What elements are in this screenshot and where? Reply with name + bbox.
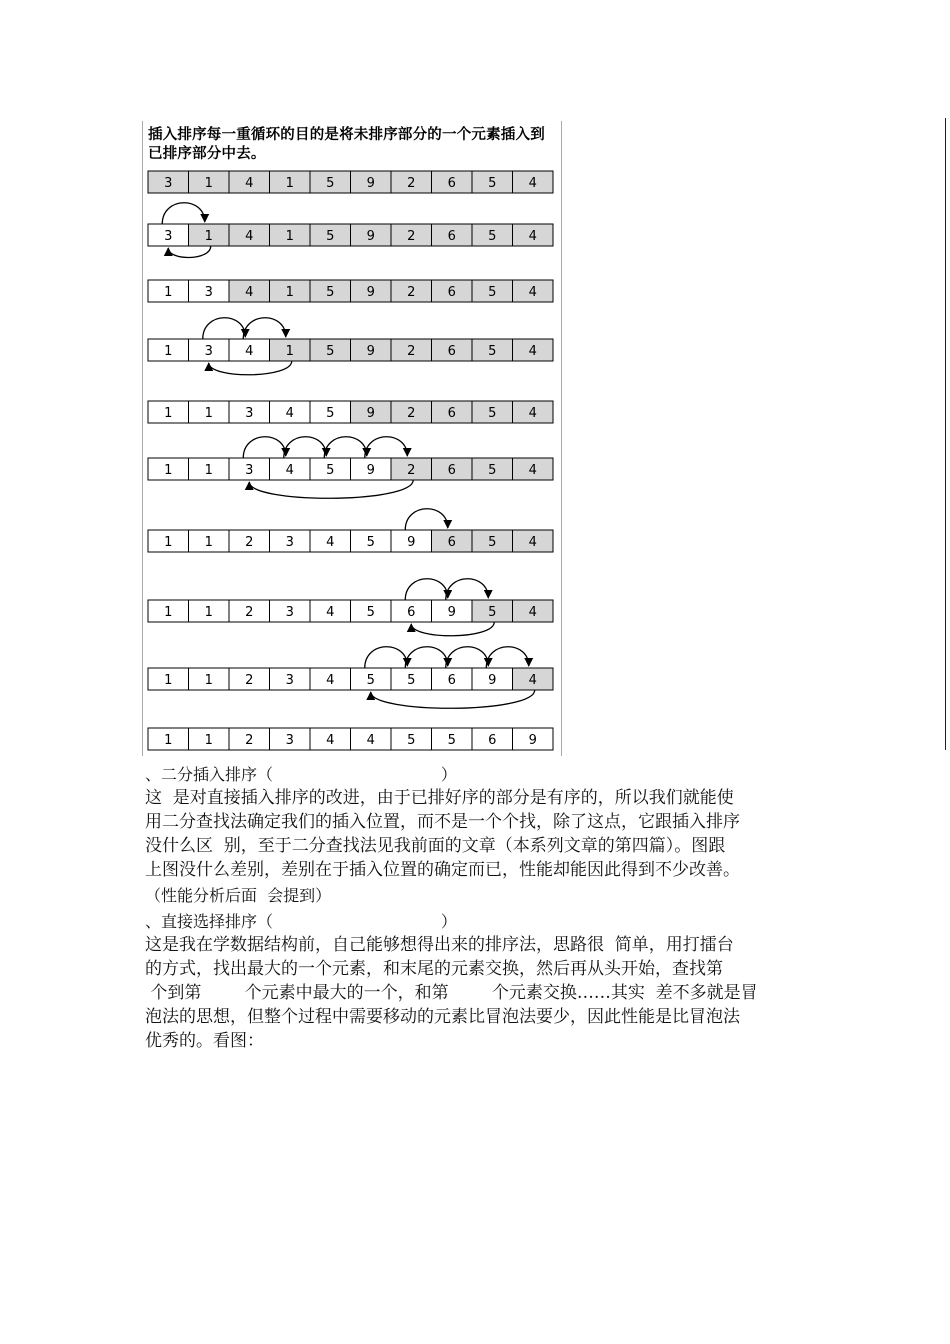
section-binary-line-3: 没什么区 别，至于二分查找法见我前面的文章（本系列文章的第四篇）。图跟 — [145, 836, 726, 856]
move-arrow — [203, 318, 246, 339]
array-cell-value: 1 — [204, 535, 213, 550]
array-cell-value: 6 — [407, 605, 416, 620]
array-cell-value: 9 — [366, 176, 375, 191]
array-cell-value: 3 — [204, 285, 213, 300]
array-row — [148, 171, 553, 193]
move-arrow — [365, 647, 408, 668]
array-cell-value: 4 — [528, 605, 537, 620]
array-cell-value: 5 — [407, 673, 416, 688]
array-cell-value: 1 — [204, 229, 213, 244]
array-cell-value: 4 — [528, 463, 537, 478]
array-cell-value: 3 — [245, 406, 254, 421]
array-cell-value: 9 — [366, 406, 375, 421]
array-cell-value: 4 — [326, 733, 335, 748]
array-cell-value: 1 — [164, 535, 173, 550]
array-cell-value: 4 — [528, 673, 537, 688]
array-cell-value: 5 — [488, 463, 497, 478]
array-cell-value: 1 — [285, 285, 294, 300]
section-binary-line-1: 这 是对直接插入排序的改进，由于已排好序的部分是有序的，所以我们就能使 — [145, 788, 734, 808]
array-cell-value: 5 — [326, 229, 335, 244]
array-cell-value: 1 — [204, 406, 213, 421]
array-row — [148, 339, 553, 361]
array-cell-value: 6 — [447, 344, 456, 359]
array-cell-value: 4 — [528, 285, 537, 300]
figure-caption-line-2: 已排序部分中去。 — [148, 146, 266, 162]
array-cell-value: 3 — [285, 605, 294, 620]
array-cell-value: 4 — [245, 176, 254, 191]
array-cell-value: 1 — [164, 406, 173, 421]
move-arrow — [411, 622, 494, 636]
array-row — [148, 280, 553, 302]
array-cell-value: 4 — [326, 535, 335, 550]
section-selection-line-2: 的方式，找出最大的一个元素，和末尾的元素交换，然后再从头开始，查找第 — [145, 959, 723, 979]
move-arrow — [446, 579, 489, 600]
move-arrow — [284, 437, 327, 458]
array-row — [148, 668, 553, 690]
array-cell-value: 4 — [528, 344, 537, 359]
section-binary-line-2: 用二分查找法确定我们的插入位置，而不是一个个找，除了这点，它跟插入排序 — [145, 812, 740, 832]
section-selection-line-1: 这是我在学数据结构前，自己能够想得出来的排序法，思路很 简单，用打擂台 — [145, 935, 734, 955]
array-cell-value: 4 — [245, 229, 254, 244]
array-cell-value: 5 — [488, 535, 497, 550]
move-arrow — [168, 246, 211, 258]
array-cell-value: 2 — [245, 535, 254, 550]
array-cell-value: 9 — [366, 229, 375, 244]
array-cell-value: 2 — [407, 344, 416, 359]
section-selection-line-4: 泡法的思想，但整个过程中需要移动的元素比冒泡法要少，因此性能是比冒泡法 — [145, 1007, 740, 1027]
array-cell-value: 5 — [488, 406, 497, 421]
array-cell-value: 6 — [447, 406, 456, 421]
array-cell-value: 4 — [528, 176, 537, 191]
array-cell-value: 5 — [366, 605, 375, 620]
section-selection-line-5: 优秀的。看图： — [145, 1031, 264, 1051]
array-cell-value: 2 — [245, 605, 254, 620]
array-cell-value: 6 — [447, 176, 456, 191]
array-cell-value: 4 — [528, 229, 537, 244]
array-cell-value: 5 — [366, 673, 375, 688]
move-arrow — [486, 647, 529, 668]
array-cell-value: 1 — [164, 733, 173, 748]
array-cell-value: 5 — [447, 733, 456, 748]
array-cell-value: 3 — [285, 535, 294, 550]
move-arrow — [365, 437, 408, 458]
array-cell-value: 5 — [488, 229, 497, 244]
array-cell-value: 5 — [488, 285, 497, 300]
array-cell-value: 1 — [164, 673, 173, 688]
array-cell-value: 1 — [285, 344, 294, 359]
array-cell-value: 4 — [528, 535, 537, 550]
array-cell-value: 9 — [366, 463, 375, 478]
array-cell-value: 6 — [447, 463, 456, 478]
array-cell-value: 3 — [285, 733, 294, 748]
array-cell-value: 3 — [164, 176, 173, 191]
array-cell-value: 5 — [326, 344, 335, 359]
array-cell-value: 1 — [204, 605, 213, 620]
array-cell-value: 5 — [366, 535, 375, 550]
section-binary-line-5: （性能分析后面 会提到） — [145, 886, 332, 905]
array-cell-value: 6 — [447, 285, 456, 300]
array-row — [148, 458, 553, 480]
array-row — [148, 530, 553, 552]
array-cell-value: 2 — [245, 733, 254, 748]
array-cell-value: 1 — [164, 285, 173, 300]
array-cell-value: 4 — [366, 733, 375, 748]
array-cell-value: 4 — [528, 406, 537, 421]
move-arrow — [324, 437, 367, 458]
array-cell-value: 1 — [164, 605, 173, 620]
array-cell-value: 4 — [245, 344, 254, 359]
array-cell-value: 2 — [407, 463, 416, 478]
array-cell-value: 6 — [447, 229, 456, 244]
array-cell-value: 5 — [407, 733, 416, 748]
move-arrow — [371, 690, 535, 708]
array-cell-value: 6 — [488, 733, 497, 748]
array-cell-value: 4 — [285, 463, 294, 478]
move-arrow — [405, 579, 448, 600]
array-cell-value: 2 — [407, 229, 416, 244]
array-cell-value: 1 — [204, 463, 213, 478]
array-cell-value: 5 — [488, 176, 497, 191]
array-cell-value: 4 — [285, 406, 294, 421]
array-cell-value: 2 — [407, 285, 416, 300]
array-cell-value: 5 — [326, 176, 335, 191]
array-cell-value: 5 — [326, 285, 335, 300]
array-cell-value: 5 — [488, 344, 497, 359]
array-cell-value: 1 — [285, 176, 294, 191]
array-cell-value: 9 — [366, 285, 375, 300]
move-arrow — [209, 361, 292, 375]
section-selection-heading: 、直接选择排序（ ） — [145, 912, 457, 931]
section-selection-line-3: 个到第 个元素中最大的一个，和第 个元素交换……其实 差不多就是冒 — [145, 983, 758, 1003]
move-arrow — [162, 203, 205, 224]
array-cell-value: 9 — [407, 535, 416, 550]
array-row — [148, 600, 553, 622]
figure-caption-line-1: 插入排序每一重循环的目的是将未排序部分的一个元素插入到 — [148, 127, 545, 143]
array-cell-value: 9 — [447, 605, 456, 620]
array-cell-value: 6 — [447, 673, 456, 688]
array-cell-value: 9 — [528, 733, 537, 748]
array-cell-value: 4 — [245, 285, 254, 300]
array-cell-value: 3 — [245, 463, 254, 478]
array-cell-value: 1 — [204, 176, 213, 191]
array-cell-value: 9 — [366, 344, 375, 359]
array-cell-value: 1 — [204, 733, 213, 748]
move-arrow — [405, 647, 448, 668]
array-cell-value: 4 — [326, 605, 335, 620]
array-cell-value: 1 — [164, 463, 173, 478]
array-cell-value: 5 — [326, 463, 335, 478]
array-cell-value: 2 — [407, 176, 416, 191]
array-cell-value: 5 — [488, 605, 497, 620]
array-cell-value: 3 — [285, 673, 294, 688]
section-binary-heading: 、二分插入排序（ ） — [145, 765, 457, 784]
array-cell-value: 6 — [447, 535, 456, 550]
move-arrow — [243, 318, 286, 339]
move-arrow — [405, 509, 448, 530]
array-cell-value: 3 — [164, 229, 173, 244]
section-binary-line-4: 上图没什么差别，差别在于插入位置的确定而已，性能却能因此得到不少改善。 — [145, 860, 740, 880]
array-cell-value: 2 — [407, 406, 416, 421]
array-cell-value: 1 — [204, 673, 213, 688]
array-cell-value: 1 — [285, 229, 294, 244]
array-cell-value: 1 — [164, 344, 173, 359]
array-cell-value: 2 — [245, 673, 254, 688]
array-cell-value: 4 — [326, 673, 335, 688]
move-arrow — [249, 480, 413, 498]
array-cell-value: 5 — [326, 406, 335, 421]
move-arrow — [243, 437, 286, 458]
array-row — [148, 224, 553, 246]
array-cell-value: 3 — [204, 344, 213, 359]
move-arrow — [446, 647, 489, 668]
array-row — [148, 728, 553, 750]
array-cell-value: 9 — [488, 673, 497, 688]
array-row — [148, 401, 553, 423]
